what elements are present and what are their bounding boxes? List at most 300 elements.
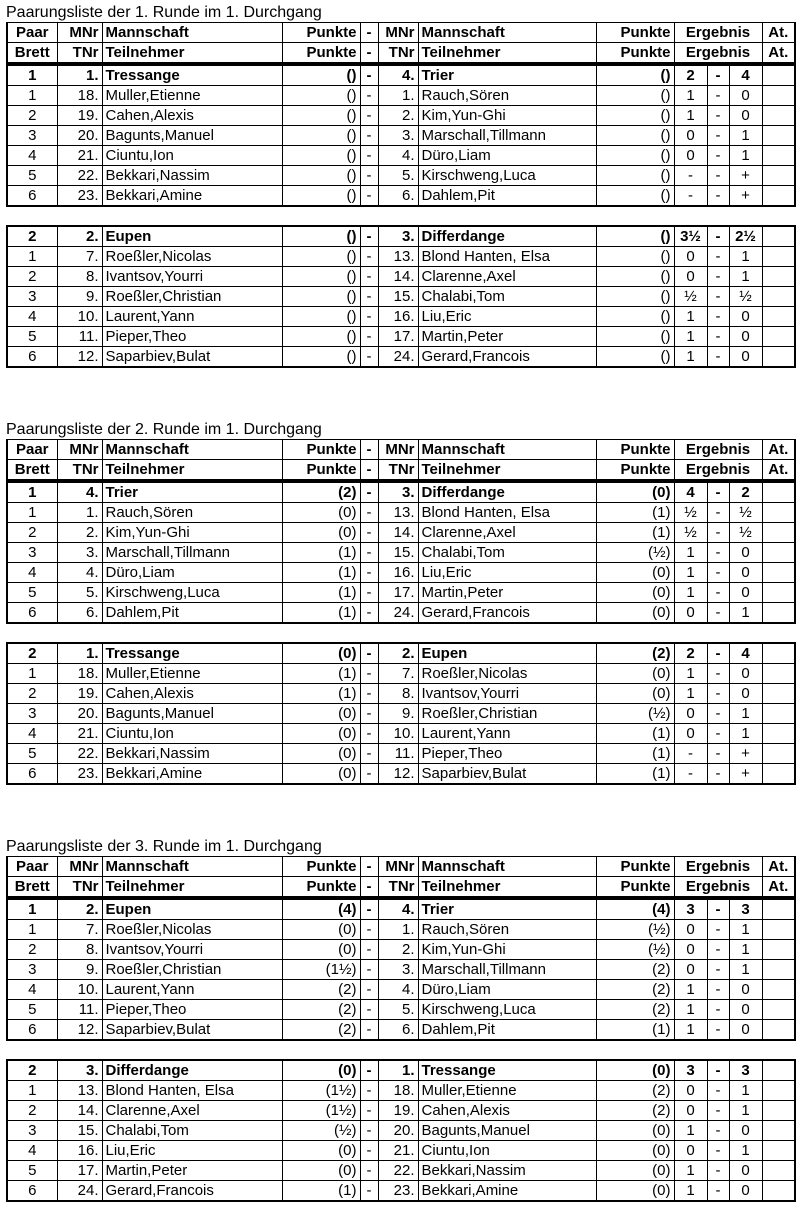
at-cell [762,1081,795,1101]
points-home: (2) [282,1000,360,1020]
result-away: 1 [729,247,762,267]
team-number: 1. [57,503,102,523]
player-away: Gerard,Francois [418,603,596,624]
points-header: Punkte [596,440,674,460]
result-sep: - [707,960,729,980]
team-number: 1. [378,1060,418,1081]
player-header: Teilnehmer [102,460,282,481]
team-number: 8. [57,267,102,287]
points-away: (0) [596,1161,674,1181]
result-sep: - [707,146,729,166]
board-row [7,106,795,126]
player-away: Kim,Yun-Ghi [418,940,596,960]
player-home: Roeßler,Nicolas [102,247,282,267]
board-row [7,267,795,287]
result-away: 4 [729,65,762,86]
team-number: 11. [57,1000,102,1020]
team-number: 1. [378,920,418,940]
board-row [7,1181,795,1202]
dash: - [360,146,378,166]
team-header: Mannschaft [102,23,282,43]
round-title: Paarungsliste der 2. Runde im 1. Durchgang [6,421,322,438]
result-sep: - [707,543,729,563]
result-home: 1 [674,543,707,563]
team-away: Differdange [418,482,596,503]
result-home: 0 [674,146,707,166]
board-number: 6 [7,603,57,624]
round-title: Paarungsliste der 1. Runde im 1. Durchgang [6,4,322,21]
points-away: (0) [596,1060,674,1081]
result-home: 1 [674,1181,707,1202]
result-sep: - [707,166,729,186]
team-number: 4. [378,65,418,86]
at-cell [762,664,795,684]
team-number: 20. [57,126,102,146]
points-away: (½) [596,940,674,960]
team-number: 16. [378,307,418,327]
board-number: 2 [7,267,57,287]
match-table [6,64,796,207]
at-header: At. [762,440,795,460]
player-home: Clarenne,Axel [102,1101,282,1121]
dash: - [360,603,378,624]
team-number: 8. [57,940,102,960]
points-header: Punkte [596,43,674,64]
team-number: 23. [57,186,102,207]
result-header: Ergebnis [674,857,762,877]
team-number: 17. [378,327,418,347]
result-away: 0 [729,307,762,327]
points-home: () [282,347,360,368]
board-number: 1 [7,65,57,86]
player-home: Bagunts,Manuel [102,126,282,146]
result-home: 0 [674,267,707,287]
points-away: (1) [596,764,674,785]
player-away: Rauch,Sören [418,920,596,940]
team-number: 7. [57,247,102,267]
board-number: 2 [7,523,57,543]
mnr-header: MNr [57,23,102,43]
player-away: Kirschweng,Luca [418,166,596,186]
dash: - [360,126,378,146]
player-home: Bekkari,Amine [102,764,282,785]
player-away: Kim,Yun-Ghi [418,106,596,126]
team-number: 12. [57,1020,102,1041]
points-away: (2) [596,1101,674,1121]
team-header: Mannschaft [102,440,282,460]
player-home: Laurent,Yann [102,307,282,327]
team-row [7,226,795,247]
team-number: 3. [378,226,418,247]
board-row [7,146,795,166]
player-home: Düro,Liam [102,563,282,583]
result-away: 0 [729,106,762,126]
result-away: 1 [729,940,762,960]
points-home: () [282,327,360,347]
dash: - [360,899,378,920]
team-number: 22. [57,744,102,764]
dash: - [360,460,378,481]
board-number: 6 [7,1181,57,1202]
dash: - [360,307,378,327]
tnr-header: TNr [57,877,102,898]
team-number: 3. [57,1060,102,1081]
result-sep: - [707,247,729,267]
team-number: 23. [57,764,102,785]
board-number: 6 [7,186,57,207]
points-home: (1) [282,603,360,624]
result-home: 1 [674,1000,707,1020]
team-row [7,899,795,920]
points-home: (0) [282,920,360,940]
board-row [7,86,795,106]
team-number: 4. [378,146,418,166]
team-number: 15. [378,543,418,563]
player-home: Laurent,Yann [102,980,282,1000]
result-home: 3 [674,899,707,920]
player-home: Muller,Etienne [102,664,282,684]
result-sep: - [707,1060,729,1081]
result-sep: - [707,899,729,920]
board-number: 5 [7,1000,57,1020]
player-home: Saparbiev,Bulat [102,347,282,368]
points-home: () [282,186,360,207]
at-cell [762,1101,795,1121]
result-away: 0 [729,583,762,603]
team-number: 1. [57,65,102,86]
board-row [7,764,795,785]
dash: - [360,226,378,247]
points-away: () [596,186,674,207]
result-home: ½ [674,287,707,307]
team-number: 4. [378,980,418,1000]
result-home: 2 [674,65,707,86]
board-row [7,503,795,523]
board-number: 6 [7,347,57,368]
player-home: Chalabi,Tom [102,1121,282,1141]
player-header: Teilnehmer [102,43,282,64]
dash: - [360,1141,378,1161]
result-sep: - [707,347,729,368]
points-home: (2) [282,1020,360,1041]
dash: - [360,287,378,307]
dash: - [360,327,378,347]
points-away: (0) [596,482,674,503]
player-home: Roeßler,Christian [102,960,282,980]
points-home: (0) [282,1141,360,1161]
player-home: Bekkari,Nassim [102,166,282,186]
board-row [7,603,795,624]
result-away: 0 [729,1020,762,1041]
team-number: 22. [57,166,102,186]
dash: - [360,166,378,186]
dash: - [360,583,378,603]
dash: - [360,503,378,523]
points-away: () [596,126,674,146]
points-home: () [282,307,360,327]
round-3 [6,838,794,1202]
mnr-header: MNr [378,23,418,43]
player-away: Gerard,Francois [418,347,596,368]
brett-header: Brett [7,877,57,898]
result-away: 0 [729,684,762,704]
result-home: 0 [674,1101,707,1121]
board-number: 1 [7,86,57,106]
board-number: 2 [7,1060,57,1081]
result-sep: - [707,126,729,146]
points-home: (½) [282,1121,360,1141]
team-number: 12. [57,347,102,368]
result-away: 0 [729,86,762,106]
board-number: 5 [7,1161,57,1181]
board-row [7,247,795,267]
at-header: At. [762,877,795,898]
at-cell [762,226,795,247]
dash: - [360,724,378,744]
match-table [6,481,796,624]
board-row [7,347,795,368]
points-away: (2) [596,643,674,664]
at-cell [762,744,795,764]
points-home: (1) [282,664,360,684]
result-home: 3 [674,1060,707,1081]
at-cell [762,1000,795,1020]
points-home: (0) [282,1161,360,1181]
team-row [7,643,795,664]
board-number: 3 [7,704,57,724]
points-home: (0) [282,503,360,523]
result-home: 4 [674,482,707,503]
points-away: () [596,267,674,287]
dash: - [360,347,378,368]
result-sep: - [707,643,729,664]
result-away: 4 [729,643,762,664]
board-number: 2 [7,643,57,664]
result-sep: - [707,980,729,1000]
at-cell [762,523,795,543]
points-away: () [596,327,674,347]
team-number: 8. [378,684,418,704]
points-home: (4) [282,899,360,920]
player-home: Pieper,Theo [102,1000,282,1020]
points-home: (1) [282,684,360,704]
dash: - [360,1020,378,1041]
result-away: 0 [729,1121,762,1141]
result-home: 0 [674,603,707,624]
points-away: (0) [596,603,674,624]
team-number: 14. [57,1101,102,1121]
team-number: 18. [57,664,102,684]
team-number: 5. [378,1000,418,1020]
result-home: 1 [674,583,707,603]
round-title: Paarungsliste der 3. Runde im 1. Durchgang [6,838,322,855]
at-cell [762,1060,795,1081]
team-number: 19. [57,106,102,126]
at-cell [762,1121,795,1141]
at-cell [762,106,795,126]
team-number: 13. [378,247,418,267]
result-away: 3 [729,1060,762,1081]
team-number: 20. [57,704,102,724]
dash: - [360,563,378,583]
result-away: 1 [729,724,762,744]
points-away: () [596,307,674,327]
at-cell [762,543,795,563]
team-number: 6. [378,186,418,207]
result-away: 0 [729,563,762,583]
board-number: 1 [7,1081,57,1101]
result-sep: - [707,764,729,785]
team-number: 4. [57,482,102,503]
result-home: 1 [674,106,707,126]
board-row [7,664,795,684]
dash: - [360,980,378,1000]
result-home: 1 [674,1121,707,1141]
board-row [7,684,795,704]
board-number: 4 [7,1141,57,1161]
tnr-header: TNr [378,43,418,64]
at-cell [762,186,795,207]
result-home: 0 [674,920,707,940]
at-cell [762,643,795,664]
result-away: 1 [729,267,762,287]
team-row [7,65,795,86]
player-away: Roeßler,Nicolas [418,664,596,684]
result-away: 2 [729,482,762,503]
points-header: Punkte [282,23,360,43]
points-away: (½) [596,920,674,940]
result-home: 0 [674,704,707,724]
player-home: Kirschweng,Luca [102,583,282,603]
match-table [6,642,796,785]
points-away: () [596,247,674,267]
points-away: (½) [596,704,674,724]
board-number: 6 [7,764,57,785]
result-home: - [674,186,707,207]
board-row [7,307,795,327]
board-number: 6 [7,1020,57,1041]
result-away: 1 [729,603,762,624]
result-sep: - [707,664,729,684]
board-row [7,724,795,744]
team-number: 21. [57,724,102,744]
points-header: Punkte [282,440,360,460]
board-row [7,186,795,207]
player-away: Saparbiev,Bulat [418,764,596,785]
points-home: () [282,126,360,146]
board-number: 1 [7,482,57,503]
points-away: (1) [596,744,674,764]
board-number: 3 [7,960,57,980]
board-row [7,1101,795,1121]
team-number: 6. [57,603,102,624]
player-home: Blond Hanten, Elsa [102,1081,282,1101]
player-home: Saparbiev,Bulat [102,1020,282,1041]
team-number: 4. [378,899,418,920]
result-home: 1 [674,307,707,327]
player-home: Dahlem,Pit [102,603,282,624]
player-home: Ciuntu,Ion [102,724,282,744]
player-away: Liu,Eric [418,307,596,327]
board-number: 5 [7,327,57,347]
result-home: 0 [674,126,707,146]
board-row [7,543,795,563]
team-header: Mannschaft [418,23,596,43]
result-away: ½ [729,523,762,543]
result-away: 1 [729,1101,762,1121]
board-number: 3 [7,287,57,307]
board-row [7,920,795,940]
points-home: (0) [282,704,360,724]
team-home: Tressange [102,65,282,86]
team-number: 2. [378,106,418,126]
mnr-header: MNr [378,857,418,877]
match-table [6,1059,796,1202]
board-number: 3 [7,543,57,563]
pairing-header [6,439,796,481]
player-away: Düro,Liam [418,146,596,166]
board-row [7,1000,795,1020]
team-number: 2. [378,940,418,960]
player-header: Teilnehmer [102,877,282,898]
dash: - [360,440,378,460]
at-header: At. [762,43,795,64]
team-number: 13. [57,1081,102,1101]
board-row [7,166,795,186]
points-away: () [596,86,674,106]
result-away: 2½ [729,226,762,247]
team-number: 17. [57,1161,102,1181]
points-header: Punkte [596,23,674,43]
result-header: Ergebnis [674,23,762,43]
player-home: Ciuntu,Ion [102,146,282,166]
player-home: Rauch,Sören [102,503,282,523]
player-away: Dahlem,Pit [418,186,596,207]
team-number: 9. [378,704,418,724]
dash: - [360,940,378,960]
points-home: (1½) [282,960,360,980]
dash: - [360,684,378,704]
result-sep: - [707,226,729,247]
points-home: (0) [282,523,360,543]
result-away: 1 [729,126,762,146]
points-home: (1) [282,543,360,563]
dash: - [360,857,378,877]
team-header: Mannschaft [102,857,282,877]
team-number: 13. [378,503,418,523]
points-away: (0) [596,583,674,603]
points-header: Punkte [282,43,360,64]
points-away: (0) [596,1121,674,1141]
at-cell [762,764,795,785]
player-home: Pieper,Theo [102,327,282,347]
board-number: 1 [7,503,57,523]
at-cell [762,126,795,146]
result-away: 1 [729,704,762,724]
board-number: 2 [7,226,57,247]
points-away: (2) [596,980,674,1000]
player-home: Ivantsov,Yourri [102,940,282,960]
result-sep: - [707,523,729,543]
points-home: (0) [282,764,360,785]
player-away: Dahlem,Pit [418,1020,596,1041]
dash: - [360,960,378,980]
result-away: 0 [729,664,762,684]
dash: - [360,482,378,503]
dash: - [360,920,378,940]
player-away: Clarenne,Axel [418,267,596,287]
at-header: At. [762,857,795,877]
